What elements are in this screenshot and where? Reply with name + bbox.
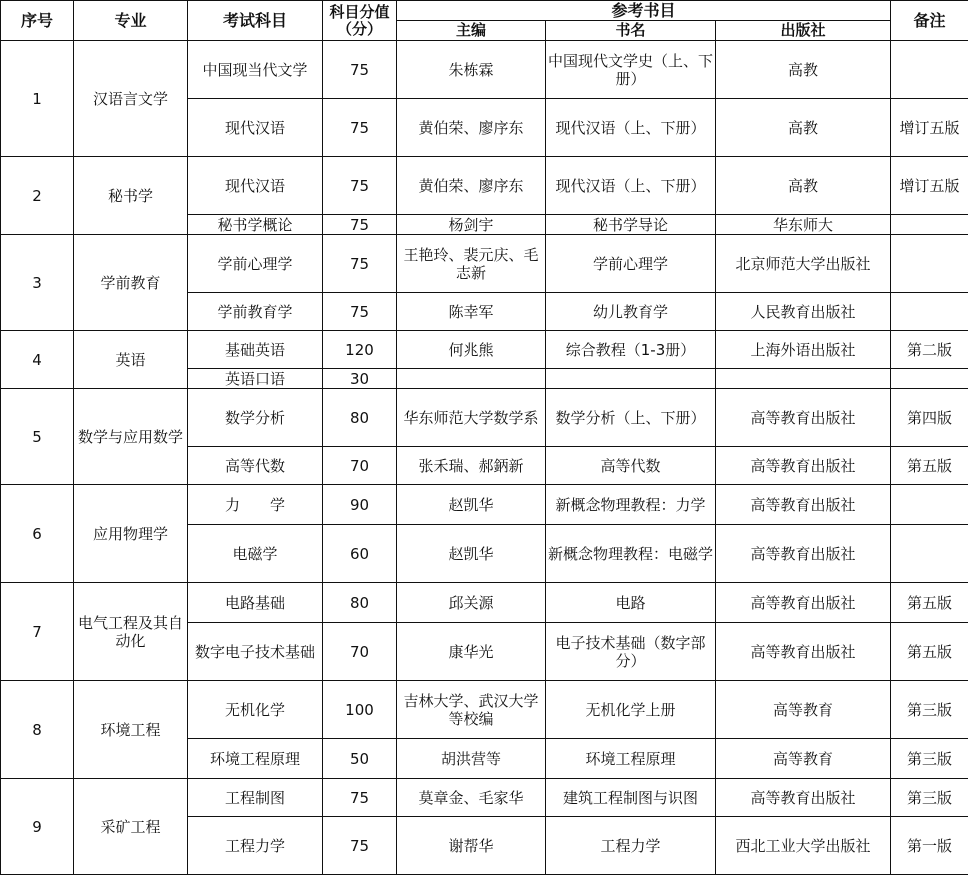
cell-book: 环境工程原理 (546, 739, 716, 779)
cell-subject: 电磁学 (188, 525, 323, 583)
cell-seq: 3 (1, 235, 74, 331)
cell-note (891, 369, 968, 389)
cell-editor: 何兆熊 (397, 331, 546, 369)
cell-seq: 9 (1, 779, 74, 875)
cell-note (891, 485, 968, 525)
cell-score: 75 (323, 99, 397, 157)
header-seq: 序号 (1, 1, 74, 41)
cell-seq: 6 (1, 485, 74, 583)
cell-note: 第三版 (891, 739, 968, 779)
cell-book: 现代汉语（上、下册） (546, 157, 716, 215)
cell-subject: 中国现当代文学 (188, 41, 323, 99)
table-row (1, 681, 968, 739)
header-editor: 主编 (397, 21, 546, 41)
cell-editor: 康华光 (397, 623, 546, 681)
cell-book: 幼儿教育学 (546, 293, 716, 331)
cell-editor: 张禾瑞、郝鈵新 (397, 447, 546, 485)
cell-subject: 现代汉语 (188, 99, 323, 157)
cell-note: 第五版 (891, 583, 968, 623)
cell-subject: 数字电子技术基础 (188, 623, 323, 681)
cell-editor: 王艳玲、裴元庆、毛志新 (397, 235, 546, 293)
cell-subject: 无机化学 (188, 681, 323, 739)
cell-major: 采矿工程 (74, 779, 188, 875)
cell-book: 工程力学 (546, 817, 716, 875)
cell-seq: 2 (1, 157, 74, 235)
cell-book: 中国现代文学史（上、下册） (546, 41, 716, 99)
cell-book: 高等代数 (546, 447, 716, 485)
cell-editor: 谢帮华 (397, 817, 546, 875)
cell-editor: 吉林大学、武汉大学等校编 (397, 681, 546, 739)
cell-publisher: 北京师范大学出版社 (716, 235, 891, 293)
table-body (1, 41, 968, 875)
cell-note: 第五版 (891, 623, 968, 681)
cell-seq: 1 (1, 41, 74, 157)
cell-publisher: 高教 (716, 157, 891, 215)
cell-book: 电子技术基础（数字部分） (546, 623, 716, 681)
cell-note: 增订五版 (891, 99, 968, 157)
cell-seq: 8 (1, 681, 74, 779)
header-publisher: 出版社 (716, 21, 891, 41)
cell-book: 新概念物理教程：力学 (546, 485, 716, 525)
table-row (1, 41, 968, 99)
cell-score: 90 (323, 485, 397, 525)
cell-editor: 黄伯荣、廖序东 (397, 99, 546, 157)
header-major: 专业 (74, 1, 188, 41)
cell-note: 增订五版 (891, 157, 968, 215)
cell-score: 75 (323, 293, 397, 331)
cell-subject: 电路基础 (188, 583, 323, 623)
cell-score: 75 (323, 235, 397, 293)
cell-score: 80 (323, 389, 397, 447)
cell-editor: 赵凯华 (397, 525, 546, 583)
cell-note: 第四版 (891, 389, 968, 447)
cell-subject: 环境工程原理 (188, 739, 323, 779)
cell-note (891, 525, 968, 583)
cell-editor: 莫章金、毛家华 (397, 779, 546, 817)
cell-publisher: 高等教育出版社 (716, 623, 891, 681)
cell-note: 第五版 (891, 447, 968, 485)
cell-editor: 杨剑宇 (397, 215, 546, 235)
cell-score: 75 (323, 817, 397, 875)
cell-editor: 陈幸军 (397, 293, 546, 331)
cell-major: 数学与应用数学 (74, 389, 188, 485)
cell-book: 学前心理学 (546, 235, 716, 293)
cell-subject: 力 学 (188, 485, 323, 525)
cell-note: 第二版 (891, 331, 968, 369)
cell-score: 75 (323, 157, 397, 215)
cell-subject: 学前教育学 (188, 293, 323, 331)
header-reference-books: 参考书目 (397, 1, 891, 21)
cell-score: 75 (323, 779, 397, 817)
cell-editor: 胡洪营等 (397, 739, 546, 779)
cell-book: 综合教程（1-3册） (546, 331, 716, 369)
cell-book: 数学分析（上、下册） (546, 389, 716, 447)
table-row (1, 583, 968, 623)
cell-subject: 现代汉语 (188, 157, 323, 215)
cell-book: 秘书学导论 (546, 215, 716, 235)
cell-publisher: 高等教育出版社 (716, 447, 891, 485)
cell-score: 80 (323, 583, 397, 623)
cell-subject: 秘书学概论 (188, 215, 323, 235)
cell-editor: 邱关源 (397, 583, 546, 623)
cell-note (891, 293, 968, 331)
cell-subject: 工程力学 (188, 817, 323, 875)
cell-score: 70 (323, 447, 397, 485)
cell-book: 建筑工程制图与识图 (546, 779, 716, 817)
table-row (1, 331, 968, 369)
cell-seq: 5 (1, 389, 74, 485)
cell-editor (397, 369, 546, 389)
cell-seq: 7 (1, 583, 74, 681)
cell-score: 75 (323, 41, 397, 99)
cell-major: 环境工程 (74, 681, 188, 779)
table-row (1, 235, 968, 293)
cell-book (546, 369, 716, 389)
cell-book: 新概念物理教程：电磁学 (546, 525, 716, 583)
cell-score: 100 (323, 681, 397, 739)
cell-note (891, 215, 968, 235)
cell-publisher: 高等教育出版社 (716, 583, 891, 623)
cell-subject: 数学分析 (188, 389, 323, 447)
cell-major: 秘书学 (74, 157, 188, 235)
cell-score: 50 (323, 739, 397, 779)
cell-subject: 英语口语 (188, 369, 323, 389)
cell-note: 第一版 (891, 817, 968, 875)
cell-note: 第三版 (891, 681, 968, 739)
cell-subject: 高等代数 (188, 447, 323, 485)
cell-subject: 学前心理学 (188, 235, 323, 293)
cell-book: 现代汉语（上、下册） (546, 99, 716, 157)
cell-note (891, 41, 968, 99)
table-row (1, 157, 968, 215)
cell-major: 应用物理学 (74, 485, 188, 583)
cell-note (891, 235, 968, 293)
cell-publisher: 高教 (716, 41, 891, 99)
table-row (1, 389, 968, 447)
header-subject: 考试科目 (188, 1, 323, 41)
cell-editor: 华东师范大学数学系 (397, 389, 546, 447)
table-row (1, 485, 968, 525)
cell-score: 75 (323, 215, 397, 235)
cell-editor: 黄伯荣、廖序东 (397, 157, 546, 215)
cell-major: 汉语言文学 (74, 41, 188, 157)
cell-major: 电气工程及其自动化 (74, 583, 188, 681)
cell-publisher: 高等教育出版社 (716, 485, 891, 525)
cell-major: 英语 (74, 331, 188, 389)
cell-publisher: 高等教育出版社 (716, 779, 891, 817)
cell-publisher: 西北工业大学出版社 (716, 817, 891, 875)
cell-publisher: 人民教育出版社 (716, 293, 891, 331)
cell-major: 学前教育 (74, 235, 188, 331)
cell-publisher: 上海外语出版社 (716, 331, 891, 369)
cell-editor: 朱栋霖 (397, 41, 546, 99)
cell-publisher: 高等教育出版社 (716, 525, 891, 583)
cell-subject: 工程制图 (188, 779, 323, 817)
cell-publisher: 华东师大 (716, 215, 891, 235)
cell-publisher: 高等教育出版社 (716, 389, 891, 447)
cell-publisher: 高等教育 (716, 681, 891, 739)
cell-subject: 基础英语 (188, 331, 323, 369)
cell-score: 30 (323, 369, 397, 389)
cell-score: 60 (323, 525, 397, 583)
cell-book: 电路 (546, 583, 716, 623)
cell-publisher: 高等教育 (716, 739, 891, 779)
cell-publisher (716, 369, 891, 389)
cell-seq: 4 (1, 331, 74, 389)
cell-note: 第三版 (891, 779, 968, 817)
header-score: 科目分值（分） (323, 1, 397, 41)
header-note: 备注 (891, 1, 968, 41)
cell-publisher: 高教 (716, 99, 891, 157)
table-row (1, 779, 968, 817)
cell-book: 无机化学上册 (546, 681, 716, 739)
cell-score: 120 (323, 331, 397, 369)
cell-score: 70 (323, 623, 397, 681)
cell-editor: 赵凯华 (397, 485, 546, 525)
header-book: 书名 (546, 21, 716, 41)
